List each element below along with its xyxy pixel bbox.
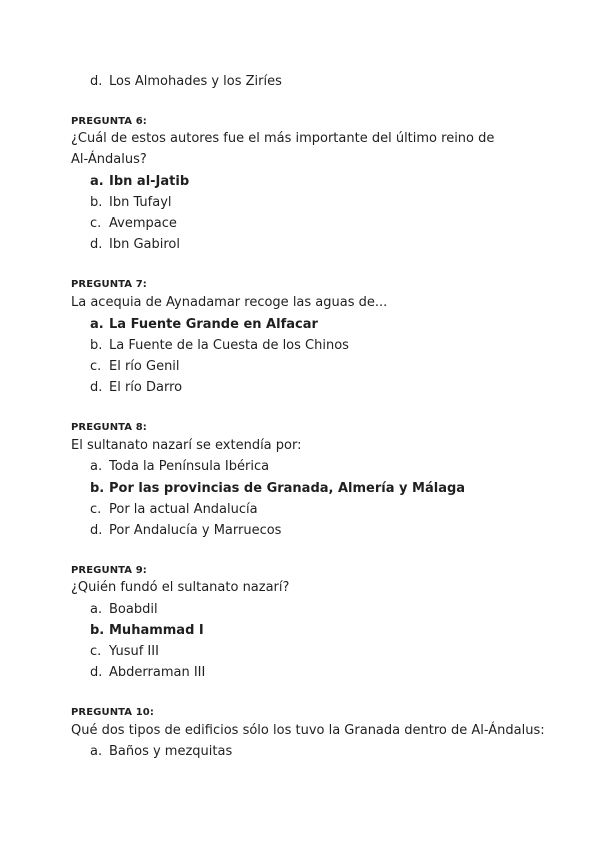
question-label: PREGUNTA 6:: [71, 116, 147, 127]
option-letter: a.: [90, 602, 103, 617]
answer-option: [90, 744, 232, 760]
option-letter: c.: [90, 216, 102, 231]
answer-option: [90, 644, 159, 660]
option-letter: c.: [90, 644, 102, 659]
option-letter: a.: [90, 317, 104, 332]
question-label: PREGUNTA 8:: [71, 422, 147, 433]
answer-option: [90, 459, 269, 475]
option-text: Ibn Gabirol: [109, 237, 180, 252]
option-text: Muhammad I: [109, 623, 204, 638]
answer-option: [90, 338, 349, 354]
option-letter: d.: [90, 237, 103, 252]
option-text: El río Genil: [109, 359, 180, 374]
option-letter: c.: [90, 502, 102, 517]
answer-option: [90, 195, 172, 211]
question-text: ¿Quién fundó el sultanato nazarí?: [71, 580, 290, 595]
option-text: Baños y mezquitas: [109, 744, 233, 759]
question-text: La acequia de Aynadamar recoge las aguas de...: [71, 295, 388, 310]
option-letter: d.: [90, 74, 103, 89]
answer-option-correct: [90, 481, 465, 497]
option-text: Ibn Tufayl: [109, 195, 172, 210]
option-letter: a.: [90, 174, 104, 189]
answer-option: [90, 237, 180, 253]
answer-option-correct: [90, 317, 318, 333]
option-letter: a.: [90, 744, 103, 759]
question-label: PREGUNTA 7:: [71, 279, 147, 290]
answer-option-correct: [90, 623, 204, 639]
option-text: Avempace: [109, 216, 177, 231]
answer-option: [90, 602, 158, 618]
answer-option: [90, 665, 205, 681]
option-text: Los Almohades y los Ziríes: [109, 74, 282, 89]
question-text: Qué dos tipos de edificios sólo los tuvo la Granada dentro de Al-Ándalus:: [71, 723, 545, 738]
option-text: Por las provincias de Granada, Almería y Málaga: [109, 481, 466, 496]
option-letter: b.: [90, 195, 103, 210]
answer-option: [90, 380, 182, 396]
option-letter: b.: [90, 481, 105, 496]
option-letter: c.: [90, 359, 102, 374]
option-letter: d.: [90, 523, 103, 538]
answer-option: [90, 359, 180, 375]
answer-option: [90, 502, 258, 518]
question-text: Al-Ándalus?: [71, 152, 147, 167]
option-text: Ibn al-Jatib: [109, 174, 190, 189]
option-text: El río Darro: [109, 380, 183, 395]
option-text: Toda la Península Ibérica: [109, 459, 270, 474]
answer-option: [90, 74, 282, 90]
question-text: ¿Cuál de estos autores fue el más importante del último reino de: [71, 131, 495, 146]
option-letter: a.: [90, 459, 103, 474]
option-text: Abderraman III: [109, 665, 206, 680]
question-label: PREGUNTA 10:: [71, 707, 154, 718]
option-text: Por la actual Andalucía: [109, 502, 258, 517]
option-text: La Fuente Grande en Alfacar: [109, 317, 318, 332]
option-letter: d.: [90, 665, 103, 680]
answer-option: [90, 523, 281, 539]
question-label: PREGUNTA 9:: [71, 565, 147, 576]
option-text: Boabdil: [109, 602, 158, 617]
option-text: La Fuente de la Cuesta de los Chinos: [109, 338, 349, 353]
option-text: Yusuf III: [109, 644, 159, 659]
option-letter: b.: [90, 623, 105, 638]
answer-option-correct: [90, 174, 189, 190]
question-text: El sultanato nazarí se extendía por:: [71, 438, 302, 453]
option-text: Por Andalucía y Marruecos: [109, 523, 282, 538]
answer-option: [90, 216, 177, 232]
option-letter: d.: [90, 380, 103, 395]
option-letter: b.: [90, 338, 103, 353]
